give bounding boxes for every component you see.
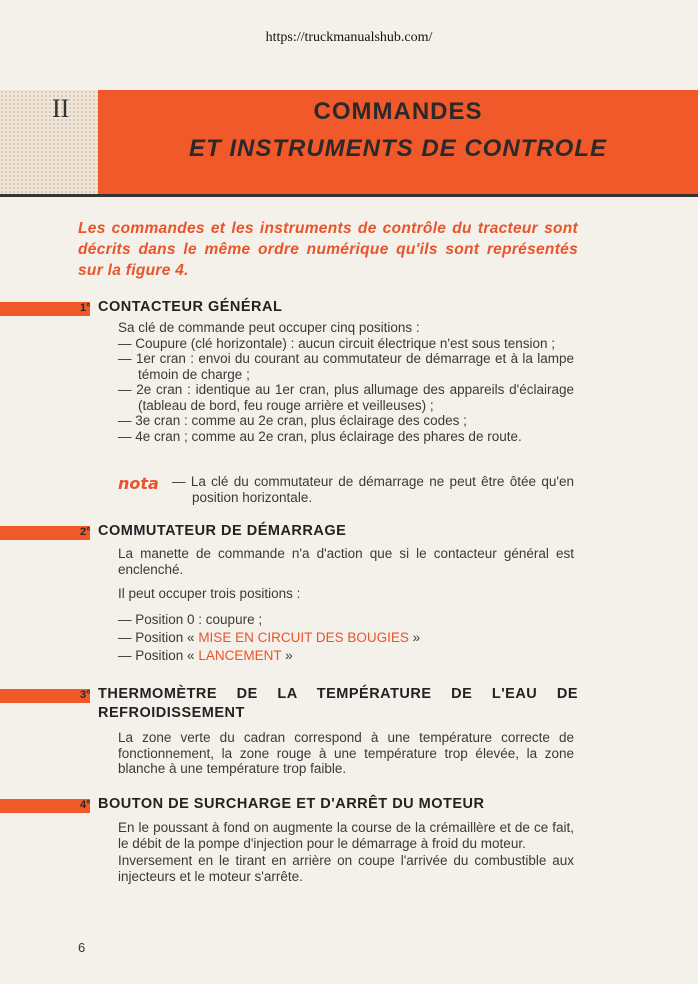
chapter-title-line1: COMMANDES xyxy=(313,98,483,125)
section-1-line-2: — 1er cran : envoi du courant au commutateur de démarrage et à la lampe témoin de charge ; xyxy=(118,351,574,382)
section-3-title: THERMOMÈTRE DE LA TEMPÉRATURE DE L'EAU DE REFROIDISSEMENT xyxy=(98,686,578,721)
section-1-body xyxy=(118,320,574,444)
section-1-number: 1° xyxy=(80,302,91,314)
pos2-highlight: LANCEMENT xyxy=(198,647,282,663)
intro-paragraph: Les commandes et les instruments de contrôle du tracteur sont décrits dans le même ordre numérique qu'ils sont représentés sur la figure 4. xyxy=(78,220,578,279)
section-2-p2: Il peut occuper trois positions : xyxy=(118,586,301,601)
section-3-p1: La zone verte du cadran correspond à une température correcte de fonctionnement, la zone rouge à une température trop élevée, la zone blanche à une température trop faible. xyxy=(118,730,574,776)
chapter-title-band xyxy=(98,90,698,196)
pos1-prefix: — Position « xyxy=(118,629,195,645)
section-2-pos1 xyxy=(118,629,574,647)
section-2-body xyxy=(118,546,574,665)
section-4-number: 4° xyxy=(80,799,91,811)
section-3-body xyxy=(118,730,574,777)
nota-label: nota xyxy=(118,474,159,493)
section-1-line-0: Sa clé de commande peut occuper cinq positions : xyxy=(118,320,420,335)
section-4-bar xyxy=(0,799,90,813)
pos2-prefix: — Position « xyxy=(118,647,195,663)
section-4-title: BOUTON DE SURCHARGE ET D'ARRÊT DU MOTEUR xyxy=(98,796,485,812)
source-url: https://truckmanualshub.com/ xyxy=(265,30,433,45)
chapter-number: II xyxy=(52,94,70,123)
section-1-line-5: — 4e cran ; comme au 2e cran, plus éclairage des phares de route. xyxy=(118,428,522,444)
section-2-bar xyxy=(0,526,90,540)
section-3-number: 3° xyxy=(80,689,91,701)
section-4-p1: En le poussant à fond on augmente la course de la crémaillère et de ce fait, le débit de la pompe d'injection pour le démarrage à froid du moteur. xyxy=(118,820,574,851)
section-4-p2: Inversement en le tirant en arrière on coupe l'arrivée du combustible aux injecteurs et le moteur s'arrête. xyxy=(118,853,574,884)
chapter-title-line2: ET INSTRUMENTS DE CONTROLE xyxy=(188,135,607,162)
pos2-suffix: » xyxy=(285,647,293,663)
pos1-highlight: MISE EN CIRCUIT DES BOUGIES xyxy=(198,629,409,645)
nota-text xyxy=(172,474,574,505)
nota-text-line: — La clé du commutateur de démarrage ne peut être ôtée qu'en position horizontale. xyxy=(172,474,574,505)
section-2-title: COMMUTATEUR DE DÉMARRAGE xyxy=(98,523,347,539)
page-number: 6 xyxy=(78,940,86,955)
section-3-bar xyxy=(0,689,90,703)
section-2-pos0: — Position 0 : coupure ; xyxy=(118,611,263,627)
section-1-bar xyxy=(0,302,90,316)
chapter-header xyxy=(0,90,698,196)
pos1-suffix: » xyxy=(412,629,421,645)
section-1-title: CONTACTEUR GÉNÉRAL xyxy=(98,299,283,315)
section-1-line-3: — 2e cran : identique au 1er cran, plus allumage des appareils d'éclairage (tableau de bord, feu rouge arrière et veilleuses) ; xyxy=(118,382,574,413)
header-rule xyxy=(0,194,698,197)
section-2-number: 2° xyxy=(80,526,91,538)
section-1-line-1: — Coupure (clé horizontale) : aucun circuit électrique n'est sous tension ; xyxy=(118,335,556,351)
section-2-p1: La manette de commande n'a d'action que si le contacteur général est enclenché. xyxy=(118,546,574,577)
section-4-body xyxy=(118,820,574,884)
section-2-pos2 xyxy=(118,647,574,665)
section-1-line-4: — 3e cran : comme au 2e cran, plus éclairage des codes ; xyxy=(118,413,467,428)
dotted-margin xyxy=(0,90,98,196)
